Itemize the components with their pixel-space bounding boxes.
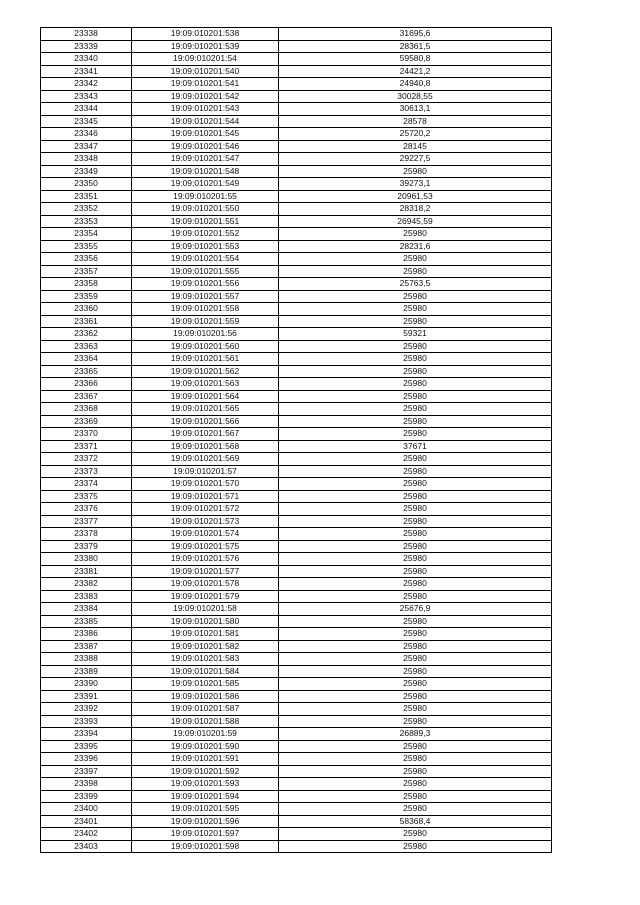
- table-row: [41, 753, 552, 766]
- row-number-cell: 23359: [41, 290, 132, 303]
- row-number-cell: 23374: [41, 478, 132, 491]
- table-row: [41, 53, 552, 66]
- cadastral-number-cell: 19:09:010201:593: [132, 778, 279, 791]
- cadastral-number-cell: 19:09:010201:583: [132, 653, 279, 666]
- cadastral-number-cell: 19:09:010201:58: [132, 603, 279, 616]
- table-row: [41, 203, 552, 216]
- row-number-cell: 23400: [41, 803, 132, 816]
- cadastral-number-cell: 19:09:010201:585: [132, 678, 279, 691]
- row-number-cell: 23398: [41, 778, 132, 791]
- value-cell: 25980: [279, 315, 552, 328]
- value-cell: 25980: [279, 378, 552, 391]
- row-number-cell: 23377: [41, 515, 132, 528]
- value-cell: 25980: [279, 490, 552, 503]
- cadastral-number-cell: 19:09:010201:559: [132, 315, 279, 328]
- cadastral-number-cell: 19:09:010201:584: [132, 665, 279, 678]
- table-row: [41, 703, 552, 716]
- table-row: [41, 503, 552, 516]
- value-cell: 59580,8: [279, 53, 552, 66]
- table-row: [41, 178, 552, 191]
- cadastral-number-cell: 19:09:010201:598: [132, 840, 279, 853]
- value-cell: 25980: [279, 703, 552, 716]
- table-row: [41, 478, 552, 491]
- row-number-cell: 23341: [41, 65, 132, 78]
- cadastral-number-cell: 19:09:010201:538: [132, 28, 279, 41]
- value-cell: 31695,6: [279, 28, 552, 41]
- cadastral-number-cell: 19:09:010201:551: [132, 215, 279, 228]
- table-row: [41, 40, 552, 53]
- table-row: [41, 715, 552, 728]
- cadastral-number-cell: 19:09:010201:597: [132, 828, 279, 841]
- value-cell: 25980: [279, 790, 552, 803]
- row-number-cell: 23349: [41, 165, 132, 178]
- cadastral-number-cell: 19:09:010201:539: [132, 40, 279, 53]
- table-row: [41, 65, 552, 78]
- row-number-cell: 23365: [41, 365, 132, 378]
- value-cell: 28578: [279, 115, 552, 128]
- cadastral-number-cell: 19:09:010201:57: [132, 465, 279, 478]
- cadastral-number-cell: 19:09:010201:591: [132, 753, 279, 766]
- row-number-cell: 23361: [41, 315, 132, 328]
- value-cell: 25980: [279, 628, 552, 641]
- row-number-cell: 23350: [41, 178, 132, 191]
- value-cell: 24421,2: [279, 65, 552, 78]
- cadastral-number-cell: 19:09:010201:592: [132, 765, 279, 778]
- cadastral-number-cell: 19:09:010201:558: [132, 303, 279, 316]
- value-cell: 25980: [279, 828, 552, 841]
- value-cell: 58368,4: [279, 815, 552, 828]
- table-row: [41, 578, 552, 591]
- cadastral-number-cell: 19:09:010201:588: [132, 715, 279, 728]
- value-cell: 25980: [279, 290, 552, 303]
- data-table: [40, 27, 552, 853]
- value-cell: 25980: [279, 753, 552, 766]
- cadastral-number-cell: 19:09:010201:581: [132, 628, 279, 641]
- row-number-cell: 23392: [41, 703, 132, 716]
- value-cell: 25980: [279, 690, 552, 703]
- cadastral-number-cell: 19:09:010201:582: [132, 640, 279, 653]
- table-row: [41, 140, 552, 153]
- cadastral-number-cell: 19:09:010201:579: [132, 590, 279, 603]
- row-number-cell: 23395: [41, 740, 132, 753]
- table-row: [41, 153, 552, 166]
- table-row: [41, 240, 552, 253]
- cadastral-number-cell: 19:09:010201:560: [132, 340, 279, 353]
- value-cell: 25980: [279, 778, 552, 791]
- value-cell: 25980: [279, 253, 552, 266]
- cadastral-number-cell: 19:09:010201:550: [132, 203, 279, 216]
- row-number-cell: 23369: [41, 415, 132, 428]
- row-number-cell: 23386: [41, 628, 132, 641]
- cadastral-number-cell: 19:09:010201:562: [132, 365, 279, 378]
- row-number-cell: 23343: [41, 90, 132, 103]
- row-number-cell: 23346: [41, 128, 132, 141]
- cadastral-number-cell: 19:09:010201:572: [132, 503, 279, 516]
- table-row: [41, 815, 552, 828]
- value-cell: 30613,1: [279, 103, 552, 116]
- value-cell: 25980: [279, 228, 552, 241]
- table-row: [41, 665, 552, 678]
- value-cell: 24940,8: [279, 78, 552, 91]
- cadastral-number-cell: 19:09:010201:545: [132, 128, 279, 141]
- cadastral-number-cell: 19:09:010201:586: [132, 690, 279, 703]
- table-row: [41, 765, 552, 778]
- cadastral-number-cell: 19:09:010201:564: [132, 390, 279, 403]
- value-cell: 25980: [279, 590, 552, 603]
- row-number-cell: 23371: [41, 440, 132, 453]
- cadastral-number-cell: 19:09:010201:549: [132, 178, 279, 191]
- table-row: [41, 778, 552, 791]
- cadastral-number-cell: 19:09:010201:555: [132, 265, 279, 278]
- cadastral-number-cell: 19:09:010201:55: [132, 190, 279, 203]
- cadastral-number-cell: 19:09:010201:595: [132, 803, 279, 816]
- cadastral-number-cell: 19:09:010201:577: [132, 565, 279, 578]
- value-cell: 25980: [279, 578, 552, 591]
- cadastral-number-cell: 19:09:010201:565: [132, 403, 279, 416]
- cadastral-number-cell: 19:09:010201:553: [132, 240, 279, 253]
- row-number-cell: 23381: [41, 565, 132, 578]
- row-number-cell: 23387: [41, 640, 132, 653]
- row-number-cell: 23372: [41, 453, 132, 466]
- table-row: [41, 528, 552, 541]
- cadastral-number-cell: 19:09:010201:568: [132, 440, 279, 453]
- table-row: [41, 265, 552, 278]
- value-cell: 25720,2: [279, 128, 552, 141]
- row-number-cell: 23353: [41, 215, 132, 228]
- table-body: [41, 28, 552, 853]
- value-cell: 28318,2: [279, 203, 552, 216]
- table-row: [41, 253, 552, 266]
- table-row: [41, 678, 552, 691]
- table-row: [41, 603, 552, 616]
- table-row: [41, 315, 552, 328]
- value-cell: 26945,59: [279, 215, 552, 228]
- row-number-cell: 23384: [41, 603, 132, 616]
- row-number-cell: 23399: [41, 790, 132, 803]
- row-number-cell: 23356: [41, 253, 132, 266]
- cadastral-number-cell: 19:09:010201:552: [132, 228, 279, 241]
- value-cell: 25980: [279, 403, 552, 416]
- table-row: [41, 115, 552, 128]
- table-row: [41, 328, 552, 341]
- cadastral-number-cell: 19:09:010201:570: [132, 478, 279, 491]
- row-number-cell: 23403: [41, 840, 132, 853]
- value-cell: 25980: [279, 453, 552, 466]
- value-cell: 25980: [279, 553, 552, 566]
- value-cell: 25980: [279, 415, 552, 428]
- cadastral-number-cell: 19:09:010201:546: [132, 140, 279, 153]
- row-number-cell: 23363: [41, 340, 132, 353]
- cadastral-number-cell: 19:09:010201:575: [132, 540, 279, 553]
- table-row: [41, 565, 552, 578]
- table-row: [41, 628, 552, 641]
- value-cell: 25980: [279, 165, 552, 178]
- table-row: [41, 403, 552, 416]
- table-row: [41, 353, 552, 366]
- cadastral-number-cell: 19:09:010201:557: [132, 290, 279, 303]
- value-cell: 25980: [279, 840, 552, 853]
- cadastral-number-cell: 19:09:010201:587: [132, 703, 279, 716]
- table-row: [41, 690, 552, 703]
- row-number-cell: 23368: [41, 403, 132, 416]
- value-cell: 28231,6: [279, 240, 552, 253]
- table-row: [41, 28, 552, 41]
- value-cell: 25980: [279, 503, 552, 516]
- cadastral-number-cell: 19:09:010201:580: [132, 615, 279, 628]
- row-number-cell: 23389: [41, 665, 132, 678]
- table-row: [41, 653, 552, 666]
- row-number-cell: 23397: [41, 765, 132, 778]
- value-cell: 25980: [279, 653, 552, 666]
- row-number-cell: 23340: [41, 53, 132, 66]
- cadastral-number-cell: 19:09:010201:541: [132, 78, 279, 91]
- row-number-cell: 23342: [41, 78, 132, 91]
- row-number-cell: 23376: [41, 503, 132, 516]
- table-row: [41, 540, 552, 553]
- table-row: [41, 440, 552, 453]
- cadastral-number-cell: 19:09:010201:542: [132, 90, 279, 103]
- value-cell: 25980: [279, 715, 552, 728]
- value-cell: 25980: [279, 678, 552, 691]
- row-number-cell: 23401: [41, 815, 132, 828]
- row-number-cell: 23364: [41, 353, 132, 366]
- row-number-cell: 23357: [41, 265, 132, 278]
- value-cell: 25980: [279, 353, 552, 366]
- value-cell: 25980: [279, 615, 552, 628]
- table-row: [41, 190, 552, 203]
- value-cell: 25980: [279, 540, 552, 553]
- row-number-cell: 23391: [41, 690, 132, 703]
- table-row: [41, 490, 552, 503]
- value-cell: 25980: [279, 803, 552, 816]
- value-cell: 25763,5: [279, 278, 552, 291]
- value-cell: 25980: [279, 390, 552, 403]
- row-number-cell: 23385: [41, 615, 132, 628]
- row-number-cell: 23339: [41, 40, 132, 53]
- value-cell: 59321: [279, 328, 552, 341]
- cadastral-number-cell: 19:09:010201:544: [132, 115, 279, 128]
- row-number-cell: 23393: [41, 715, 132, 728]
- table-row: [41, 728, 552, 741]
- value-cell: 37671: [279, 440, 552, 453]
- cadastral-number-cell: 19:09:010201:569: [132, 453, 279, 466]
- cadastral-number-cell: 19:09:010201:576: [132, 553, 279, 566]
- row-number-cell: 23345: [41, 115, 132, 128]
- value-cell: 25980: [279, 665, 552, 678]
- cadastral-number-cell: 19:09:010201:594: [132, 790, 279, 803]
- value-cell: 25980: [279, 765, 552, 778]
- table-row: [41, 790, 552, 803]
- table-row: [41, 553, 552, 566]
- value-cell: 20961,53: [279, 190, 552, 203]
- value-cell: 25980: [279, 640, 552, 653]
- value-cell: 25980: [279, 428, 552, 441]
- value-cell: 26889,3: [279, 728, 552, 741]
- table-row: [41, 803, 552, 816]
- table-row: [41, 415, 552, 428]
- table-row: [41, 465, 552, 478]
- cadastral-number-cell: 19:09:010201:563: [132, 378, 279, 391]
- cadastral-number-cell: 19:09:010201:574: [132, 528, 279, 541]
- value-cell: 25980: [279, 303, 552, 316]
- cadastral-number-cell: 19:09:010201:556: [132, 278, 279, 291]
- table-row: [41, 290, 552, 303]
- row-number-cell: 23367: [41, 390, 132, 403]
- table-row: [41, 740, 552, 753]
- row-number-cell: 23375: [41, 490, 132, 503]
- cadastral-number-cell: 19:09:010201:554: [132, 253, 279, 266]
- row-number-cell: 23378: [41, 528, 132, 541]
- cadastral-number-cell: 19:09:010201:571: [132, 490, 279, 503]
- value-cell: 30028,55: [279, 90, 552, 103]
- cadastral-number-cell: 19:09:010201:548: [132, 165, 279, 178]
- value-cell: 39273,1: [279, 178, 552, 191]
- row-number-cell: 23394: [41, 728, 132, 741]
- value-cell: 25676,9: [279, 603, 552, 616]
- value-cell: 28145: [279, 140, 552, 153]
- value-cell: 25980: [279, 265, 552, 278]
- row-number-cell: 23370: [41, 428, 132, 441]
- table-row: [41, 515, 552, 528]
- row-number-cell: 23390: [41, 678, 132, 691]
- row-number-cell: 23396: [41, 753, 132, 766]
- cadastral-number-cell: 19:09:010201:543: [132, 103, 279, 116]
- row-number-cell: 23354: [41, 228, 132, 241]
- row-number-cell: 23360: [41, 303, 132, 316]
- row-number-cell: 23383: [41, 590, 132, 603]
- cadastral-number-cell: 19:09:010201:596: [132, 815, 279, 828]
- value-cell: 25980: [279, 465, 552, 478]
- row-number-cell: 23373: [41, 465, 132, 478]
- value-cell: 25980: [279, 340, 552, 353]
- cadastral-number-cell: 19:09:010201:56: [132, 328, 279, 341]
- table-row: [41, 165, 552, 178]
- row-number-cell: 23344: [41, 103, 132, 116]
- cadastral-number-cell: 19:09:010201:547: [132, 153, 279, 166]
- value-cell: 29227,5: [279, 153, 552, 166]
- value-cell: 25980: [279, 365, 552, 378]
- row-number-cell: 23388: [41, 653, 132, 666]
- cadastral-number-cell: 19:09:010201:566: [132, 415, 279, 428]
- value-cell: 25980: [279, 528, 552, 541]
- row-number-cell: 23358: [41, 278, 132, 291]
- row-number-cell: 23355: [41, 240, 132, 253]
- row-number-cell: 23352: [41, 203, 132, 216]
- value-cell: 28361,5: [279, 40, 552, 53]
- row-number-cell: 23351: [41, 190, 132, 203]
- value-cell: 25980: [279, 478, 552, 491]
- table-row: [41, 378, 552, 391]
- row-number-cell: 23348: [41, 153, 132, 166]
- cadastral-number-cell: 19:09:010201:54: [132, 53, 279, 66]
- table-row: [41, 840, 552, 853]
- row-number-cell: 23402: [41, 828, 132, 841]
- table-row: [41, 278, 552, 291]
- row-number-cell: 23347: [41, 140, 132, 153]
- cadastral-number-cell: 19:09:010201:59: [132, 728, 279, 741]
- table-row: [41, 828, 552, 841]
- table-row: [41, 103, 552, 116]
- row-number-cell: 23366: [41, 378, 132, 391]
- table-row: [41, 215, 552, 228]
- row-number-cell: 23362: [41, 328, 132, 341]
- table-row: [41, 428, 552, 441]
- table-row: [41, 340, 552, 353]
- table-row: [41, 78, 552, 91]
- table-row: [41, 128, 552, 141]
- cadastral-number-cell: 19:09:010201:540: [132, 65, 279, 78]
- row-number-cell: 23379: [41, 540, 132, 553]
- table-row: [41, 390, 552, 403]
- cadastral-number-cell: 19:09:010201:561: [132, 353, 279, 366]
- cadastral-number-cell: 19:09:010201:573: [132, 515, 279, 528]
- table-row: [41, 590, 552, 603]
- table-row: [41, 228, 552, 241]
- table-row: [41, 640, 552, 653]
- cadastral-number-cell: 19:09:010201:578: [132, 578, 279, 591]
- table-row: [41, 615, 552, 628]
- table-row: [41, 303, 552, 316]
- cadastral-number-cell: 19:09:010201:567: [132, 428, 279, 441]
- value-cell: 25980: [279, 515, 552, 528]
- row-number-cell: 23338: [41, 28, 132, 41]
- value-cell: 25980: [279, 740, 552, 753]
- table-row: [41, 365, 552, 378]
- table-row: [41, 453, 552, 466]
- table-row: [41, 90, 552, 103]
- value-cell: 25980: [279, 565, 552, 578]
- row-number-cell: 23380: [41, 553, 132, 566]
- cadastral-number-cell: 19:09:010201:590: [132, 740, 279, 753]
- row-number-cell: 23382: [41, 578, 132, 591]
